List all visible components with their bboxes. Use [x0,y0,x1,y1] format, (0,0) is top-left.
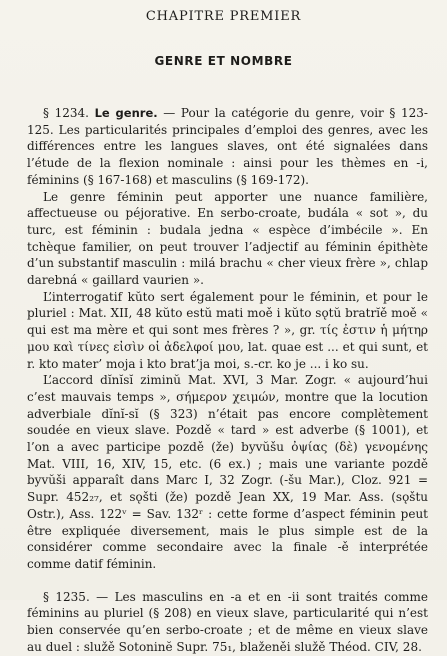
paragraph-1234-intro [27,105,428,189]
body-text [27,105,428,656]
section-title: GENRE ET NOMBRE [154,54,293,68]
section-rubric: Le genre. [94,106,158,120]
paragraph-1235 [27,589,428,656]
paragraph-accord: L’accord dĭnĭsĭ ziminŭ Mat. XVI, 3 Mar. Zogr. « aujourd’hui c’est mauvais temps », σήμερον χειμών, montre que la locution adverbiale dĭnĭ-sĭ (§ 323) n’était pas encore complètement soudée en vieux slave. Pozdě « tard » est adverbe (§ 1001), et l’on a avec participe pozdě (že) byvŭšu ὀψίας (δὲ) γενομένης Mat. VIII, 16, XIV, 15, etc. (6 ex.) ; mais une variante pozdě byvŭši apparaît dans Marc I, 32 Zogr. (-šu Mar.), Cloz. 921 = Supr. 452₂₇, et sǫšti (že) pozdě Jean XX, 19 Mar. Ass. (sǫštu Ostr.), Ass. 122ᵛ = Sav. 132ʳ : cette forme d’aspect féminin peut être expliquée diversement, mais le plus simple est de la considérer comme secondaire avec la finale -ě interprétée comme datif féminin. [27,373,428,571]
paragraph-genre-feminin: Le genre féminin peut apporter une nuance familière, affectueuse ou péjorative. En serbo-croate, budála « sot », du turc, est féminin : budala jedna « espèce d’imbécile ». En tchèque familier, on peut trouver l’adjectif au féminin épithète d’un substantif masculin : milá brachu « cher vieux frère », chlap darebná « gaillard vaurien ». [27,189,428,288]
paragraph-text: — Pour la catégorie du genre, voir § 123-125. Les particularités principales d’emploi des genres, avec les différences entre les langues slaves, ont été signalées dans l’étude de la flexion nominale : ainsi pour les thèmes en -i, féminins (§ 167-168) et masculins (§ 169-172). [27,106,428,187]
paragraph-interrogatif: L’interrogatif kŭto sert également pour le féminin, et pour le pluriel : Mat. XII, 48 kŭto estŭ mati moě i kŭto sǫtŭ bratrĭě moě « qui est ma mère et qui sont mes frères ? », gr. τίς ἐστιν ἡ μήτηρ μου καὶ τίνες εἰσὶν οἱ ἀδελφοί μου, lat. quae est ... et qui sunt, et r. kto mater’ moja i kto brat’ja moi, s.-cr. ko je ... i ko su. [27,289,428,371]
running-head: CHAPITRE PREMIER [145,9,302,24]
paragraph-text: — Les masculins en -a et en -ii sont traités comme féminins au pluriel (§ 208) en vieux slave, particularité qui n’est bien conservée qu’en serbo-croate ; et de même en vieux slave au duel : služě Sotoninĕ Supr. 75₁, blaženěi služě Théod. CIV, 28. [27,589,428,654]
section-number: § 1235. [43,589,90,604]
section-number: § 1234. [43,106,89,120]
